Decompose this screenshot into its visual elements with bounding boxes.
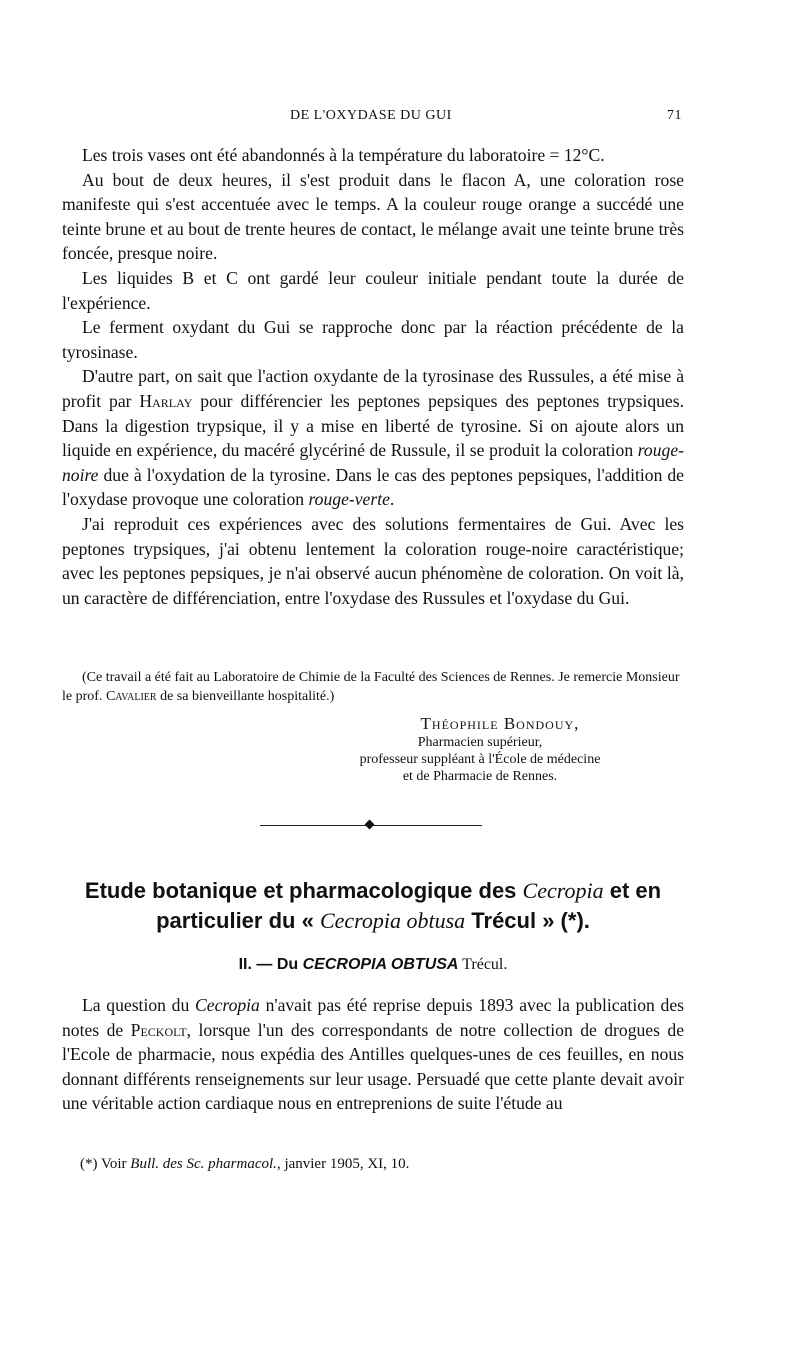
text-run: Etude botanique et pharmacologique des xyxy=(84,878,523,903)
text-run: D'autre part, on sait que l'action oxydante de la tyrosinase des Russules, a été mise à profit par xyxy=(62,366,684,411)
text-run: , lorsque l'un des correspondants de notre collection de drogues de l'Ecole de pharmacie, nous expédia des Antilles quelques-unes de ces feuilles, en nous donnant différents renseignements sur leur usage. Persuadé que cette plante devait avoir une véritable action cardiaque nous en entreprenions de suite l'étude au xyxy=(62,1019,685,1114)
text-run: due à l'oxydation de la tyrosine. Dans le cas des peptones pepsiques, l'addition de l'oxydase provoque une coloration xyxy=(62,464,684,510)
text-run: de sa bienveillante hospitalité.) xyxy=(156,689,335,704)
signature-line: Pharmacien supérieur, xyxy=(417,735,543,750)
signature-line: et de Pharmacie de Rennes. xyxy=(402,769,558,784)
section-body xyxy=(62,993,684,1116)
paragraph: Au bout de deux heures, il s'est produit dans le flacon A, une coloration rose manifeste qui s'est accentuée avec le temps. A la couleur rouge orange a succédé une teinte brune et au bout de trente heures de contact, le mélange avait une teinte brune très foncée, presque noire. xyxy=(62,169,684,264)
paragraph xyxy=(62,993,684,1116)
footnote xyxy=(80,1156,680,1173)
section-title xyxy=(62,876,684,936)
author-name: Harlay xyxy=(139,390,193,411)
italic-term: Cecropia xyxy=(522,878,604,903)
running-title: DE L'OXYDASE DU GUI xyxy=(290,108,452,123)
author-name: Peckolt xyxy=(130,1019,187,1040)
paragraph: J'ai reproduit ces expériences avec des solutions fermentaires de Gui. Avec les peptones trypsiques, j'ai obtenu lentement la coloration rouge-noire caractéristique; avec les peptones pepsiques, je n'ai observé aucun phénomène de coloration. On voit là, un caractère de différenciation, entre l'oxydase des Russules et l'oxydase du Gui. xyxy=(62,513,684,608)
italic-term: rouge-verte xyxy=(308,489,390,510)
text-run: (Ce travail a été fait au Laboratoire de Chimie de la Faculté des Sciences de Rennes. Je remercie Monsieur le prof. xyxy=(62,670,680,704)
italic-term: Cecropia xyxy=(195,995,260,1015)
page-number: 71 xyxy=(667,108,682,123)
subsection-heading xyxy=(62,956,684,974)
text-run: n'avait pas été reprise depuis 1893 avec la publication des notes de xyxy=(62,995,684,1040)
text-run: Trécul. xyxy=(458,956,508,973)
signature-line: professeur suppléant à l'École de médecine xyxy=(359,752,601,767)
journal-title: Bull. des Sc. pharmacol. xyxy=(130,1156,277,1172)
text-run: . xyxy=(389,489,395,510)
text-run: (*) Voir xyxy=(80,1156,131,1172)
paragraph xyxy=(62,364,684,512)
paragraph: Les liquides B et C ont gardé leur couleur initiale pendant toute la durée de l'expérience. xyxy=(62,267,684,313)
text-run: , janvier 1905, XI, 10. xyxy=(276,1156,410,1172)
text-run: Trécul » (*). xyxy=(465,908,590,933)
author-name: Cavalier xyxy=(105,689,157,704)
paragraph: Le ferment oxydant du Gui se rapproche donc par la réaction précédente de la tyrosinase. xyxy=(62,317,684,362)
italic-term: Cecropia obtusa xyxy=(319,908,466,933)
italic-term: rouge-noire xyxy=(62,440,684,485)
diamond-ornament-icon xyxy=(365,820,375,830)
species-name: CECROPIA OBTUSA xyxy=(302,956,459,973)
signature-name: Théophile Bondouy, xyxy=(420,714,580,733)
acknowledgement-note xyxy=(62,668,684,706)
paragraph: Les trois vases ont été abandonnés à la température du laboratoire = 12°C. xyxy=(82,145,605,165)
text-run: et en particulier du « xyxy=(156,878,662,933)
text-run: La question du xyxy=(82,995,196,1015)
text-run: II. — Du xyxy=(238,956,303,973)
signature-block xyxy=(330,715,630,785)
text-run: pour différencier les peptones pepsiques des peptones trypsiques. Dans la digestion trypsique, il y a mise en liberté de tyrosine. Si on ajoute alors un liquide en expérience, du macéré glycériné de Russule, il se produit la coloration xyxy=(62,390,684,461)
article-body xyxy=(62,143,684,610)
